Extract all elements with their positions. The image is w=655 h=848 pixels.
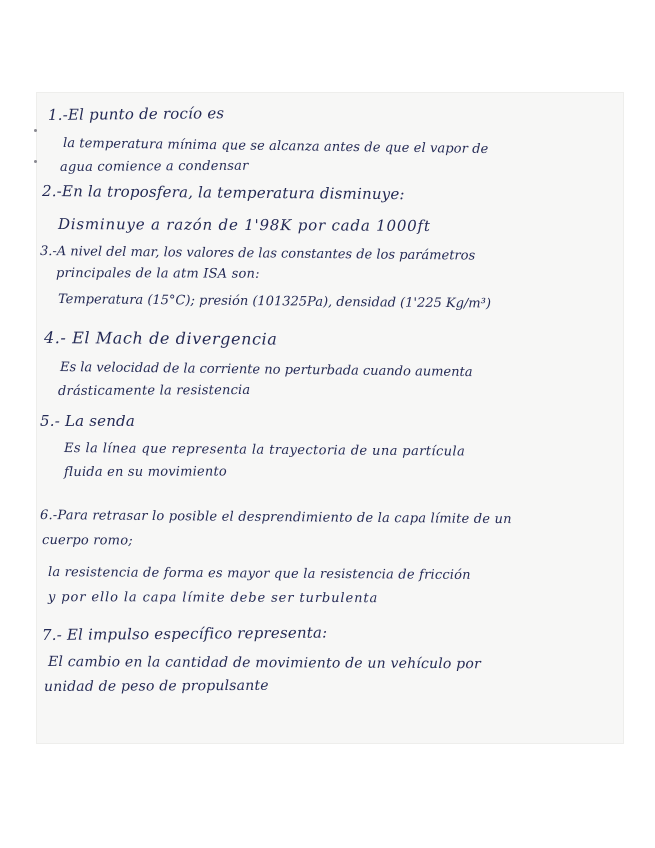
question-3-heading: 3.-A nivel del mar, los valores de las constantes de los parámetros — [39, 244, 476, 264]
answer-line: Disminuye a razón de 1'98K por cada 1000ft — [57, 215, 431, 235]
answer-line: cuerpo romo; — [41, 533, 133, 549]
question-7-heading: 7.- El impulso específico representa: — [41, 623, 328, 644]
answer-line: Es la línea que representa la trayectoria de una partícula — [63, 441, 466, 460]
answer-line: la resistencia de forma es mayor que la resistencia de fricción — [47, 565, 471, 583]
question-4-heading: 4.- El Mach de divergencia — [43, 328, 278, 349]
question-6-heading: 6.-Para retrasar lo posible el desprendimiento de la capa límite de un — [39, 508, 512, 528]
answer-line: agua comience a condensar — [59, 158, 249, 175]
answer-line: unidad de peso de propulsante — [43, 677, 269, 695]
answer-line: la temperatura mínima que se alcanza antes de que el vapor de — [62, 136, 489, 157]
answer-line: Es la velocidad de la corriente no perturbada cuando aumenta — [59, 360, 473, 381]
answer-line: y por ello la capa límite debe ser turbulenta — [47, 590, 379, 607]
margin-dot — [34, 129, 37, 132]
answer-line: El cambio en la cantidad de movimiento de un vehículo por — [47, 654, 481, 673]
answer-line: drásticamente la resistencia — [57, 382, 251, 399]
question-2-heading: 2.-En la troposfera, la temperatura disminuye: — [41, 182, 405, 204]
answer-line: Temperatura (15°C); presión (101325Pa), densidad (1'225 Kg/m³) — [57, 292, 492, 312]
answer-line: principales de la atm ISA son: — [55, 266, 260, 282]
margin-dot — [34, 160, 37, 163]
question-1-heading: 1.-El punto de rocío es — [47, 104, 225, 124]
answer-line: fluida en su movimiento — [63, 464, 227, 480]
question-5-heading: 5.- La senda — [40, 412, 136, 430]
